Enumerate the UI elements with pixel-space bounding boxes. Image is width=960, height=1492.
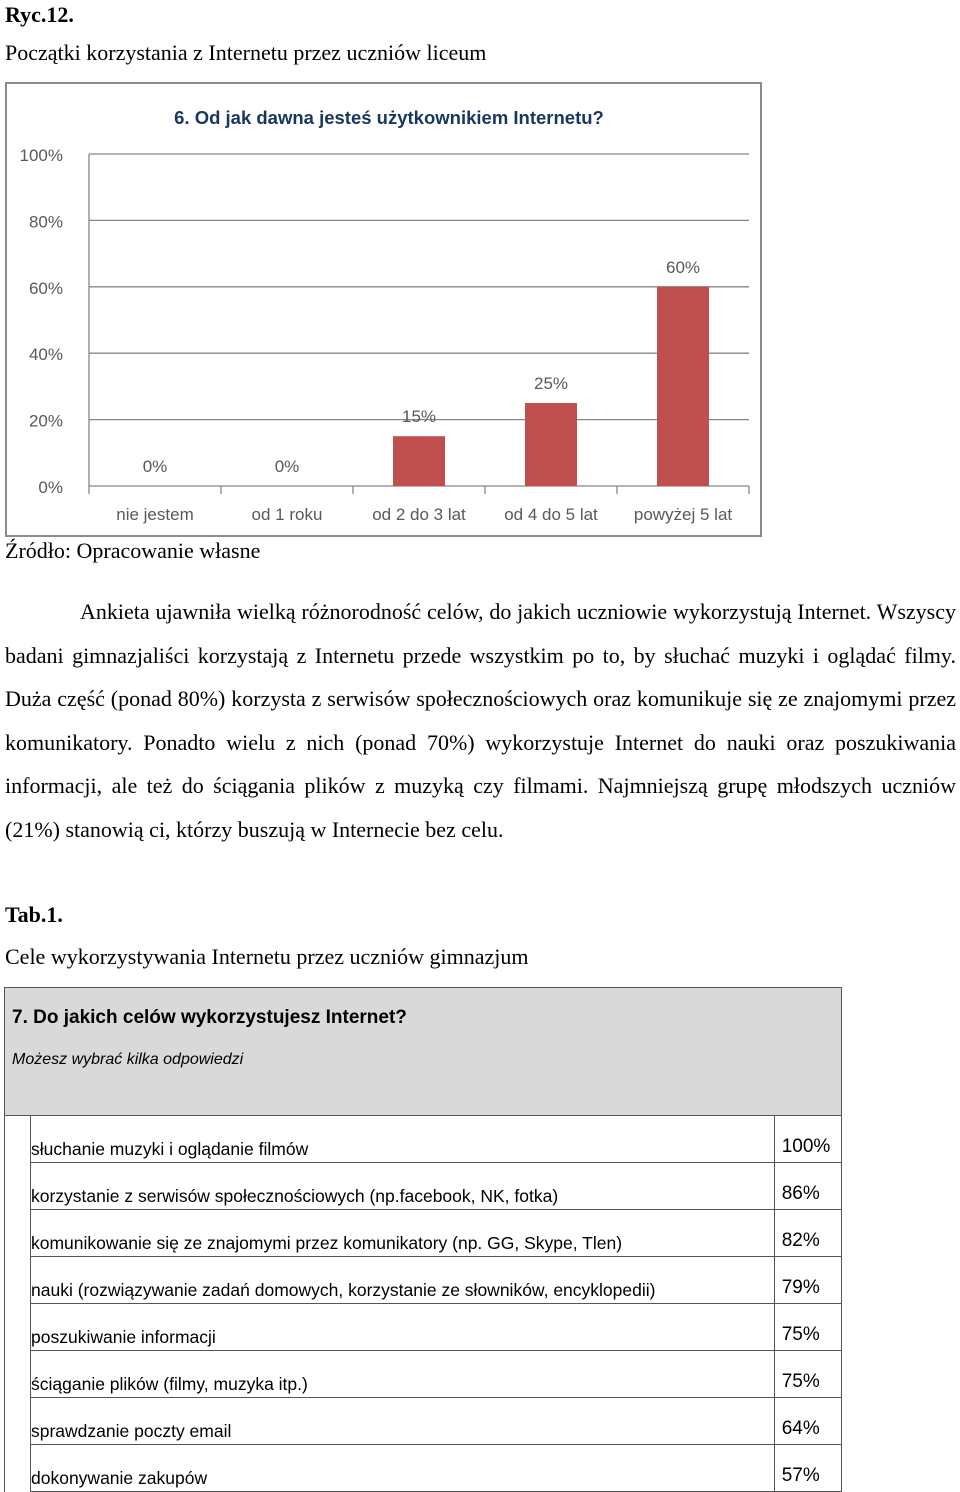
row-spacer: [5, 1257, 31, 1304]
percent-cell: 79%: [774, 1257, 841, 1304]
body-paragraph: Ankieta ujawniła wielką różnorodność celów, do jakich uczniowie wykorzystują Internet. Wszyscy badani gimnazjaliści korzystają z Internetu przede wszystkim po to, by słuchać muzyki i oglądać filmy. Duża część (ponad 80%) korzysta z serwisów społecznościowych oraz komunikuje się ze znajomymi przez komunikatory. Ponadto wielu z nich (ponad 70%) wykorzystuje Internet do nauki oraz poszukiwania informacji, ale też do ściągania plików z muzyką czy filmami. Najmniejszą grupę młodszych uczniów (21%) stanowią ci, którzy buszują w Internecie bez celu.: [5, 599, 956, 842]
y-tick-label: 80%: [28, 212, 63, 232]
answer-cell: słuchanie muzyki i oglądanie filmów: [31, 1116, 775, 1163]
answer-cell: korzystanie z serwisów społecznościowych (np.facebook, NK, fotka): [31, 1163, 775, 1210]
y-tick-label: 100%: [19, 146, 63, 165]
figure-label: Ryc.12.: [5, 2, 74, 27]
x-category-label: od 4 do 5 lat: [504, 505, 598, 524]
figure-source: Źródło: Opracowanie własne: [5, 538, 261, 563]
question-title: 7. Do jakich celów wykorzystujesz Internet?: [12, 1007, 407, 1028]
row-spacer: [5, 1445, 31, 1492]
answer-cell: sprawdzanie poczty email: [31, 1398, 775, 1445]
data-label: 60%: [665, 257, 701, 277]
bar: [525, 403, 577, 486]
answer-cell: poszukiwanie informacji: [31, 1304, 775, 1351]
answer-cell: dokonywanie zakupów: [31, 1445, 775, 1492]
table-row: [5, 1304, 842, 1351]
chart-labels: [20, 146, 733, 524]
y-tick-label: 0%: [38, 478, 63, 497]
table-row: [5, 1257, 842, 1304]
bar: [393, 436, 445, 486]
percent-cell: 82%: [774, 1210, 841, 1257]
y-tick-label: 40%: [28, 345, 63, 365]
percent-cell: 75%: [774, 1351, 841, 1398]
percent-cell: 57%: [774, 1445, 841, 1492]
figure-caption: Początki korzystania z Internetu przez uczniów liceum: [5, 40, 487, 65]
table-label: Tab.1.: [5, 902, 63, 927]
bar-chart: [5, 82, 762, 537]
question-cell: [5, 988, 842, 1116]
x-category-label: nie jestem: [116, 505, 194, 524]
table-row: [5, 1351, 842, 1398]
row-spacer: [5, 1163, 31, 1210]
table-row: [5, 1445, 842, 1492]
answer-cell: ściąganie plików (filmy, muzyka itp.): [31, 1351, 775, 1398]
chart-gridlines: [89, 154, 749, 420]
survey-table: [4, 987, 842, 1492]
x-category-label: od 2 do 3 lat: [372, 505, 466, 524]
question-row: [5, 988, 842, 1116]
data-label: 15%: [401, 407, 437, 427]
chart-canvas: [7, 84, 764, 539]
percent-cell: 100%: [774, 1116, 841, 1163]
row-spacer: [5, 1116, 31, 1163]
answer-cell: komunikowanie się ze znajomymi przez komunikatory (np. GG, Skype, Tlen): [31, 1210, 775, 1257]
bar: [657, 287, 709, 486]
y-tick-label: 60%: [28, 278, 63, 298]
x-category-label: powyżej 5 lat: [633, 505, 733, 524]
answer-rows: [5, 1116, 842, 1492]
answer-cell: nauki (rozwiązywanie zadań domowych, korzystanie ze słowników, encyklopedii): [31, 1257, 775, 1304]
percent-cell: 86%: [774, 1163, 841, 1210]
row-spacer: [5, 1210, 31, 1257]
question-hint: Możesz wybrać kilka odpowiedzi: [12, 1051, 244, 1068]
percent-cell: 64%: [774, 1398, 841, 1445]
data-label: 0%: [274, 457, 300, 476]
y-tick-label: 20%: [28, 411, 63, 431]
row-spacer: [5, 1398, 31, 1445]
table-row: [5, 1163, 842, 1210]
table-row: [5, 1116, 842, 1163]
percent-cell: 75%: [774, 1304, 841, 1351]
chart-title: 6. Od jak dawna jesteś użytkownikiem Internetu?: [174, 107, 604, 128]
x-category-label: od 1 roku: [251, 505, 323, 524]
table-caption: Cele wykorzystywania Internetu przez uczniów gimnazjum: [5, 944, 529, 969]
row-spacer: [5, 1304, 31, 1351]
row-spacer: [5, 1351, 31, 1398]
data-label: 25%: [533, 374, 569, 393]
table-row: [5, 1210, 842, 1257]
data-label: 0%: [142, 457, 168, 476]
table-row: [5, 1398, 842, 1445]
